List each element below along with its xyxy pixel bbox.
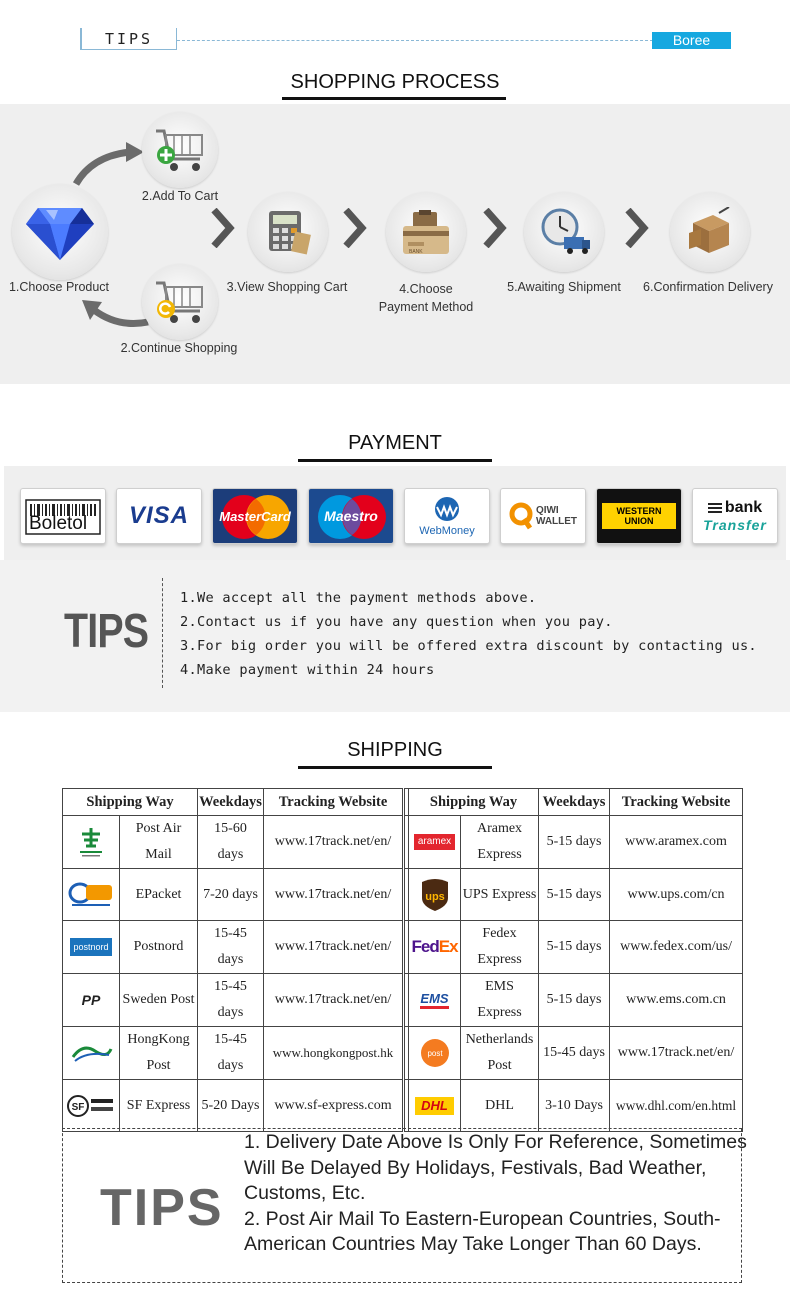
tracking-website: www.fedex.com/us/: [610, 921, 743, 974]
tip-item: 3.For big order you will be offered extra discount by contacting us.: [180, 638, 757, 654]
days-line: days: [217, 1005, 244, 1020]
step-label-confirmation-delivery: 6.Confirmation Delivery: [643, 280, 773, 294]
tracking-website: www.aramex.com: [610, 816, 743, 869]
shipping-way: SF Express: [120, 1080, 198, 1132]
payment-boleto: [20, 488, 106, 544]
days-line: days: [217, 847, 244, 862]
weekdays: 15-45 days: [539, 1027, 610, 1080]
weekdays: 5-15 days: [539, 816, 610, 869]
payment-name: MasterCard: [219, 508, 291, 524]
ups-text: ups: [424, 890, 445, 903]
chevron-right-icon: [210, 208, 236, 248]
tips-tab: TIPS: [80, 28, 177, 50]
days-line: days: [217, 952, 244, 967]
payment-tips-list: [180, 586, 757, 682]
shipping-way: DHL: [461, 1080, 539, 1132]
weekdays: [198, 816, 264, 869]
days-line: 15-45: [214, 926, 247, 941]
step-choose-product: [12, 184, 108, 280]
postnl-icon: [419, 1037, 451, 1069]
tracking-website: www.17track.net/en/: [264, 816, 404, 869]
step-view-cart: [248, 192, 328, 272]
days-line: 15-60: [214, 821, 247, 836]
epacket-icon: [68, 881, 114, 909]
header-dashed-line: [177, 40, 653, 41]
shipping-way: [461, 1027, 539, 1080]
way-line: Mail: [145, 847, 172, 862]
logo-cell: [63, 1080, 120, 1132]
way-line: Fedex: [482, 926, 517, 941]
qiwi-logo: [509, 502, 533, 530]
step-label-line: 4.Choose: [399, 282, 453, 296]
brand-tag: Boree: [652, 32, 731, 49]
ems-badge: EMS: [420, 992, 448, 1009]
payment-name: Boletol: [29, 513, 88, 534]
payment-western-union: [596, 488, 682, 544]
logo-cell: [409, 1080, 461, 1132]
weekdays: [198, 974, 264, 1027]
weekdays: 5-15 days: [539, 869, 610, 921]
step-choose-payment: [386, 192, 466, 272]
payment-name: bank: [724, 499, 763, 516]
aramex-badge: aramex: [414, 834, 455, 850]
lines-icon: [708, 503, 722, 505]
step-continue-shopping: [142, 264, 218, 340]
sf-text: SF: [71, 1101, 85, 1113]
tracking-website: www.sf-express.com: [264, 1080, 404, 1132]
logo-cell: [409, 1027, 461, 1080]
chevron-right-icon: [482, 208, 508, 248]
ups-logo: [409, 878, 460, 912]
header-shipping-way: Shipping Way: [63, 789, 198, 816]
bank-card-icon: [399, 208, 453, 256]
days-line: days: [217, 1058, 244, 1073]
header-tracking-website: Tracking Website: [610, 789, 743, 816]
payment-qiwi: [500, 488, 586, 544]
shipping-way: EPacket: [120, 869, 198, 921]
title-underline: [298, 766, 492, 769]
sf-express-icon: [67, 1094, 115, 1118]
payment-bank-transfer: [692, 488, 778, 544]
shipping-way: [461, 921, 539, 974]
aramex-logo: [409, 834, 460, 850]
arrow-up-icon: [70, 140, 150, 190]
fedex-text-b: Ex: [438, 937, 458, 956]
chevron-right-icon: [624, 208, 650, 248]
table-row: [63, 869, 743, 921]
weekdays: [198, 921, 264, 974]
way-line: Post: [146, 1058, 171, 1073]
sweden-post-logo: [63, 987, 119, 1013]
payment-name: Transfer: [703, 517, 767, 533]
way-line: Express: [477, 952, 522, 967]
hongkong-post-logo: [63, 1041, 119, 1065]
step-label-awaiting-shipment: 5.Awaiting Shipment: [507, 280, 621, 294]
cart-add-icon: [152, 125, 208, 175]
table-row: [63, 974, 743, 1027]
shipping-way: [120, 1027, 198, 1080]
weekdays: [198, 1027, 264, 1080]
step-label-line: Payment Method: [378, 300, 474, 314]
title-underline: [298, 459, 492, 462]
table-row: [63, 921, 743, 974]
logo-cell: [63, 1027, 120, 1080]
weekdays: 5-15 days: [539, 921, 610, 974]
tracking-website: www.17track.net/en/: [610, 1027, 743, 1080]
logo-cell: [409, 869, 461, 921]
table-row: [63, 1080, 743, 1132]
way-line: Post: [487, 1058, 512, 1073]
shipping-way: UPS Express: [461, 869, 539, 921]
shipping-way: [120, 816, 198, 869]
logo-cell: [63, 869, 120, 921]
weekdays: 3-10 Days: [539, 1080, 610, 1132]
shipping-tips-text: [244, 1130, 754, 1258]
payment-name: Maestro: [324, 508, 378, 524]
payment-maestro: [308, 488, 394, 544]
header-weekdays: Weekdays: [198, 789, 264, 816]
sweden-post-badge: PP: [81, 992, 101, 1008]
way-line: Netherlands: [465, 1032, 534, 1047]
weekdays: 5-15 days: [539, 974, 610, 1027]
logo-cell: [63, 816, 120, 869]
weekdays: 7-20 days: [198, 869, 264, 921]
days-line: 15-45: [214, 979, 247, 994]
shipping-tips-label: TIPS: [100, 1179, 224, 1237]
visa-logo: VISA: [128, 502, 189, 529]
bank-transfer-logo: [708, 499, 762, 517]
step-label-choose-payment: [370, 280, 482, 316]
tracking-website: www.hongkongpost.hk: [264, 1027, 404, 1080]
header-weekdays: Weekdays: [539, 789, 610, 816]
payment-tips-label: TIPS: [64, 605, 149, 658]
step-awaiting-shipment: [524, 192, 604, 272]
tip-item: 2. Post Air Mail To Eastern-European Countries, South-American Countries May Take Longer Than 60 Days.: [244, 1207, 721, 1255]
weekdays: 5-20 Days: [198, 1080, 264, 1132]
tracking-website: www.ems.com.cn: [610, 974, 743, 1027]
logo-cell: [409, 816, 461, 869]
tracking-website: www.17track.net/en/: [264, 869, 404, 921]
title-underline: [282, 97, 506, 100]
logo-cell: [63, 974, 120, 1027]
shopping-process-title: SHOPPING PROCESS: [290, 71, 500, 93]
shipping-way: Sweden Post: [120, 974, 198, 1027]
top-header: [0, 0, 790, 60]
tracking-website: www.ups.com/cn: [610, 869, 743, 921]
shipping-way: Postnord: [120, 921, 198, 974]
tracking-website: www.dhl.com/en.html: [610, 1080, 743, 1132]
tracking-website: www.17track.net/en/: [264, 921, 404, 974]
cart-continue-icon: [152, 277, 208, 327]
shipping-title: SHIPPING: [347, 739, 443, 761]
way-line: EMS: [485, 979, 514, 994]
step-label-view-cart: 3.View Shopping Cart: [226, 280, 348, 294]
diamond-icon: [24, 202, 96, 262]
payment-mastercard: [212, 488, 298, 544]
way-line: HongKong: [127, 1032, 190, 1047]
header-shipping-way: Shipping Way: [409, 789, 539, 816]
step-add-to-cart: [142, 112, 218, 188]
payment-webmoney: [404, 488, 490, 544]
postnl-logo: [409, 1037, 460, 1069]
postnord-badge: postnord: [70, 938, 111, 956]
package-icon: [685, 207, 735, 257]
tip-item: 1. Delivery Date Above Is Only For Reference, Sometimes Will Be Delayed By Holidays, Festivals, Bad Weather, Customs, Etc.: [244, 1131, 747, 1204]
tip-item: 2.Contact us if you have any question when you pay.: [180, 614, 613, 630]
way-line: Aramex: [476, 821, 523, 836]
chevron-right-icon: [342, 208, 368, 248]
svg-text:BANK: BANK: [409, 249, 423, 255]
clock-truck-icon: [536, 207, 592, 257]
step-label-continue-shopping: 2.Continue Shopping: [120, 341, 238, 355]
tracking-website: www.17track.net/en/: [264, 974, 404, 1027]
days-line: 15-45: [214, 1032, 247, 1047]
western-union-logo: [602, 503, 676, 529]
hongkong-post-icon: [69, 1041, 113, 1065]
sf-express-logo: [63, 1094, 119, 1118]
china-post-icon: [76, 826, 106, 858]
qiwi-text: [536, 505, 577, 527]
webmoney-logo: [432, 495, 462, 523]
tip-item: 1.We accept all the payment methods above.: [180, 590, 537, 606]
dhl-badge: DHL: [415, 1097, 454, 1115]
payment-name: WebMoney: [419, 525, 475, 537]
header-tracking-website: Tracking Website: [264, 789, 404, 816]
way-line: Express: [477, 847, 522, 862]
shipping-way: [461, 816, 539, 869]
ups-shield-icon: [420, 878, 450, 912]
table-row: [63, 816, 743, 869]
payment-title: PAYMENT: [348, 432, 442, 454]
payment-name: WALLET: [535, 516, 578, 527]
logo-cell: [409, 974, 461, 1027]
payment-name: UNION: [624, 516, 654, 526]
payment-name: QIWI: [535, 505, 559, 516]
table-header-row: [63, 789, 743, 816]
table-row: [63, 1027, 743, 1080]
calculator-icon: [263, 207, 313, 257]
dhl-logo: [409, 1097, 460, 1115]
step-label-choose-product: 1.Choose Product: [8, 280, 110, 294]
logo-cell: [409, 921, 461, 974]
china-post-logo: [63, 826, 119, 858]
way-line: Express: [477, 1005, 522, 1020]
shipping-table: [62, 788, 743, 1132]
way-line: Post Air: [135, 821, 182, 836]
ems-logo: [409, 992, 460, 1009]
payment-name: WESTERN: [616, 506, 662, 516]
fedex-text-a: Fed: [411, 937, 439, 956]
shipping-way: [461, 974, 539, 1027]
postnord-logo: [63, 938, 119, 956]
tips-divider: [162, 578, 163, 688]
payment-visa: [116, 488, 202, 544]
step-label-add-to-cart: 2.Add To Cart: [141, 189, 219, 203]
postnl-text: post: [426, 1049, 443, 1058]
epacket-logo: [63, 881, 119, 909]
tip-item: 4.Make payment within 24 hours: [180, 662, 435, 678]
step-confirmation-delivery: [670, 192, 750, 272]
fedex-logo: [409, 934, 460, 960]
logo-cell: [63, 921, 120, 974]
